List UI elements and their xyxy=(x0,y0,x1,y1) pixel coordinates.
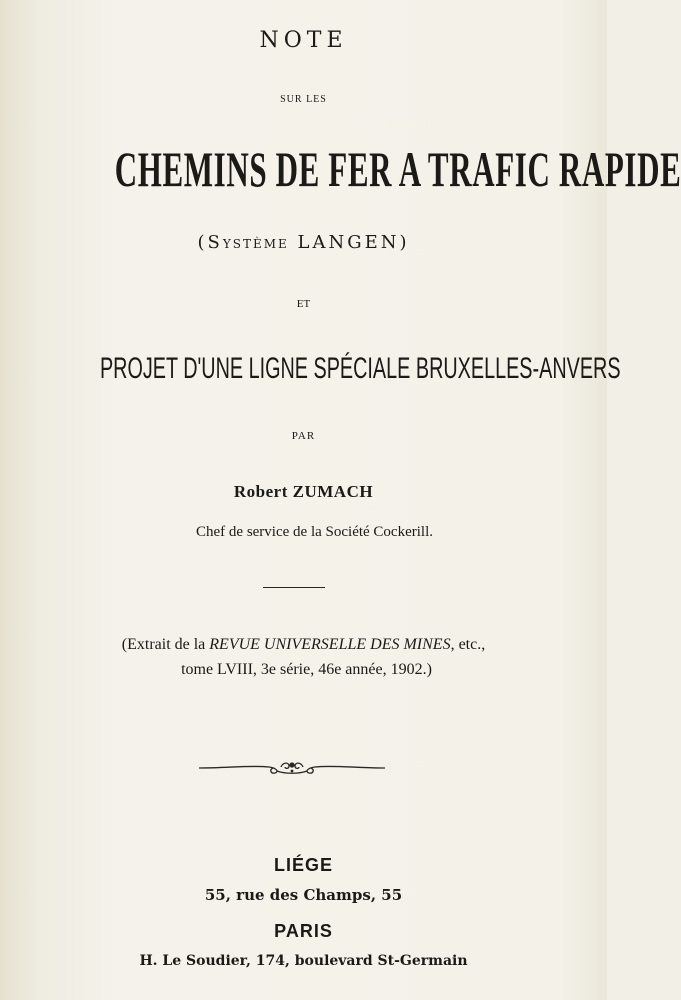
author-role: Chef de service de la Société Cockerill. xyxy=(196,524,433,540)
system-name: LANGEN) xyxy=(288,232,410,253)
address-paris: H. Le Soudier, 174, boulevard St-Germain xyxy=(139,953,468,969)
extract-line-2: tome LVIII, 3e série, 46e année, 1902.) xyxy=(181,661,432,678)
city-paris: PARIS xyxy=(274,921,333,941)
project-title: PROJET D'UNE LIGNE SPÉCIALE BRUXELLES-ANVERS xyxy=(99,352,621,385)
et-text: ET xyxy=(296,298,311,310)
system-open: (S xyxy=(197,232,223,253)
main-title: CHEMINS DE FER A TRAFIC RAPIDE xyxy=(114,141,681,197)
par-text: PAR xyxy=(291,430,316,442)
city-liege: LIÉGE xyxy=(273,855,333,875)
ornament-flourish-icon xyxy=(197,756,387,778)
sur-les-text: SUR LES xyxy=(280,94,327,105)
extract-prefix: (Extrait de la xyxy=(121,636,210,653)
system-subtitle xyxy=(0,232,607,253)
author-name: Robert ZUMACH xyxy=(233,482,374,501)
system-small-caps: YSTÈME xyxy=(222,237,289,251)
journal-name: REVUE UNIVERSELLE DES MINES xyxy=(209,636,451,653)
note-heading: NOTE xyxy=(259,28,348,53)
address-liege: 55, rue des Champs, 55 xyxy=(204,886,403,904)
extract-line-1 xyxy=(0,636,607,654)
extract-suffix: , etc., xyxy=(450,636,486,653)
divider-rule xyxy=(263,587,325,588)
